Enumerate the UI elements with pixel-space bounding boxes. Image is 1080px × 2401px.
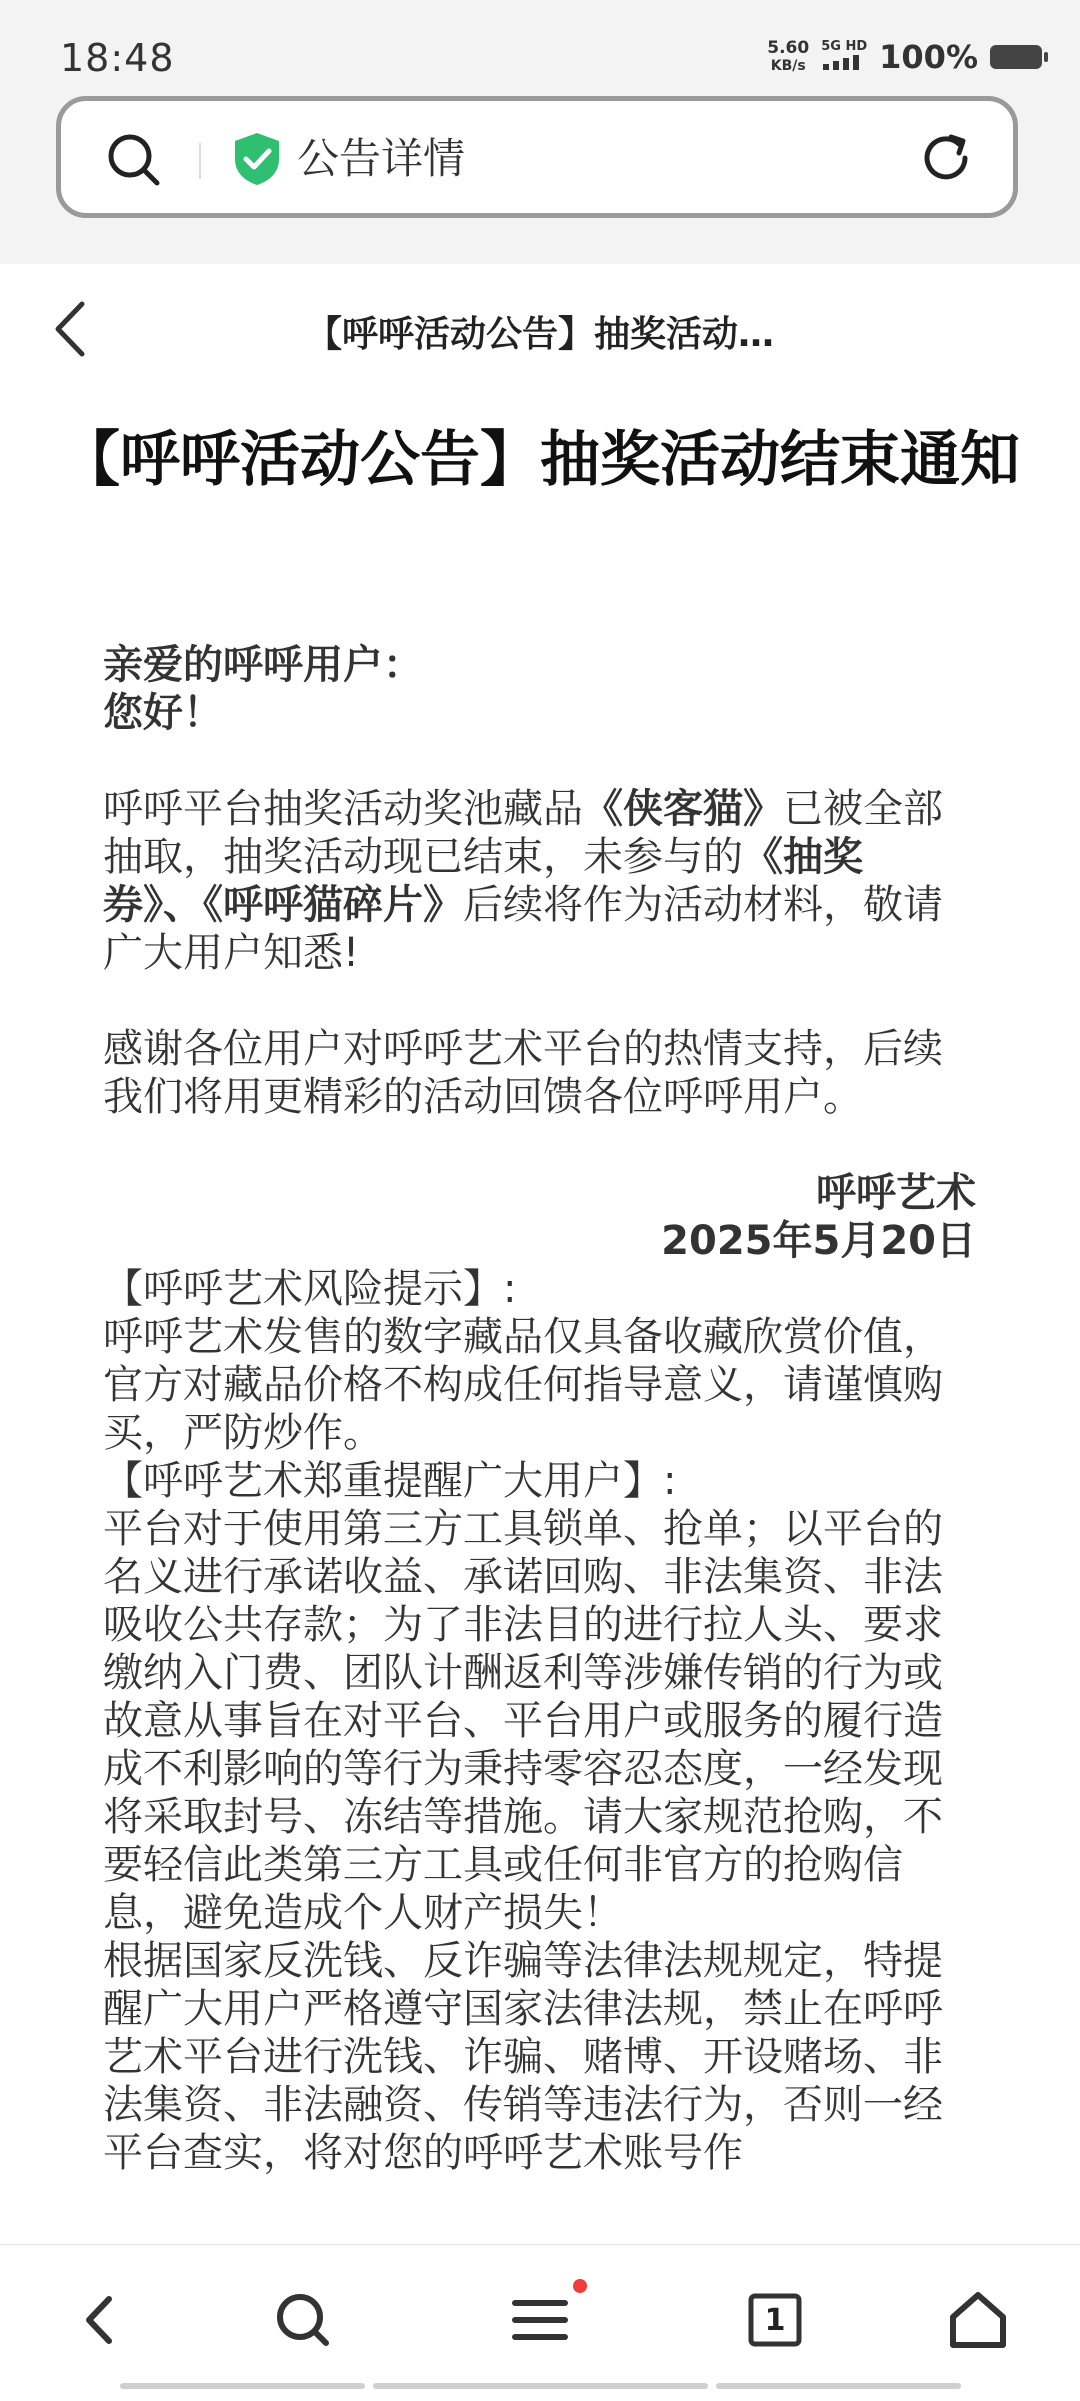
reminder-text: 平台对于使用第三方工具锁单、抢单；以平台的名义进行承诺收益、承诺回购、非法集资、非法吸收公共存款；为了非法目的进行拉人头、要求缴纳入门费、团队计酬返利等涉嫌传销的行为或故意从事旨在对平台、平台用户或服务的履行造成不利影响的等行为秉持零容忍态度，一经发现将采取封号、冻结等措施。请大家规范抢购，不要轻信此类第三方工具或任何非官方的抢购信息，避免造成个人财产损失！	[103, 1506, 943, 1936]
search-icon[interactable]	[105, 131, 161, 187]
gesture-bar	[120, 2383, 961, 2389]
nav-home-button[interactable]	[943, 2285, 1013, 2355]
nav-search-button[interactable]	[268, 2285, 338, 2355]
paragraph-announcement	[103, 785, 953, 977]
risk-text: 呼呼艺术发售的数字藏品仅具备收藏欣赏价值，官方对藏品价格不构成任何指导意义，请谨慎购买，严防炒作。	[103, 1314, 943, 1456]
back-icon	[65, 2285, 135, 2355]
network-speed	[767, 39, 809, 75]
p1-bold1: 《侠客猫》	[583, 786, 783, 832]
law-text: 根据国家反洗钱、反诈骗等法律法规规定，特提醒广大用户严格遵守国家法律法规，禁止在呼呼艺术平台进行洗钱、诈骗、赌博、开设赌场、非法集资、非法融资、传销等违法行为，否则一经平台查实，将对您的呼呼艺术账号作	[103, 1938, 943, 2176]
menu-icon	[505, 2285, 575, 2355]
page-header	[0, 264, 1080, 394]
signal-bars-icon	[821, 54, 865, 70]
bottom-navigation	[0, 2244, 1080, 2401]
page-title[interactable]: 公告详情	[297, 134, 466, 183]
back-icon[interactable]	[46, 298, 92, 360]
gesture-segment	[373, 2383, 708, 2389]
signal-indicator	[821, 40, 867, 74]
p1-bold2: 《抽奖券》、《呼呼猫碎片》	[103, 834, 863, 928]
network-type: 5G HD	[821, 39, 868, 54]
greeting-line-1: 亲爱的呼呼用户：	[103, 642, 423, 688]
network-speed-unit: KB/s	[770, 58, 806, 74]
risk-heading: 【呼呼艺术风险提示】:	[103, 1266, 517, 1312]
tab-count: 1	[764, 2302, 786, 2338]
notification-dot	[573, 2279, 587, 2293]
p1-part2: 已被全部抽取，抽奖活动现已结束，未参与的	[103, 786, 943, 880]
p1-part1: 呼呼平台抽奖活动奖池藏品	[103, 786, 583, 832]
spacer	[103, 977, 953, 1025]
network-speed-value: 5.60	[767, 38, 810, 58]
p1-part3: 后续将作为活动材料，敬请广大用户知悉!	[103, 882, 943, 976]
nav-tabs-button[interactable]	[740, 2285, 810, 2355]
gesture-segment	[120, 2383, 365, 2389]
spacer	[103, 737, 953, 785]
reminder-heading: 【呼呼艺术郑重提醒广大用户】:	[103, 1458, 677, 1504]
address-bar[interactable]	[56, 96, 1018, 218]
status-time: 18:48	[60, 36, 175, 80]
date: 2025年5月20日	[661, 1218, 976, 1264]
paragraph-thanks: 感谢各位用户对呼呼艺术平台的热情支持，后续我们将用更精彩的活动回馈各位呼呼用户。	[103, 1026, 943, 1120]
article-content	[0, 394, 1080, 2244]
gesture-segment	[716, 2383, 961, 2389]
risk-section	[103, 1265, 953, 2177]
battery-icon	[990, 45, 1042, 69]
nav-back-button[interactable]	[65, 2285, 135, 2355]
shield-check-icon	[231, 131, 283, 187]
refresh-icon[interactable]	[917, 129, 975, 187]
search-icon	[268, 2285, 338, 2355]
greeting-line-2: 您好！	[103, 690, 223, 736]
header-title: 【呼呼活动公告】抽奖活动…	[305, 314, 774, 355]
nav-menu-button[interactable]	[505, 2285, 575, 2355]
spacer	[103, 1121, 953, 1169]
signature: 呼呼艺术	[816, 1170, 976, 1216]
address-divider	[199, 143, 201, 179]
article-title: 【呼呼活动公告】抽奖活动结束通知	[60, 425, 1020, 495]
battery-percent: 100%	[879, 38, 978, 76]
home-icon	[943, 2285, 1013, 2355]
article-body	[103, 641, 976, 2177]
browser-toolbar	[0, 96, 1080, 265]
status-indicators	[767, 38, 1042, 76]
status-bar	[0, 0, 1080, 96]
